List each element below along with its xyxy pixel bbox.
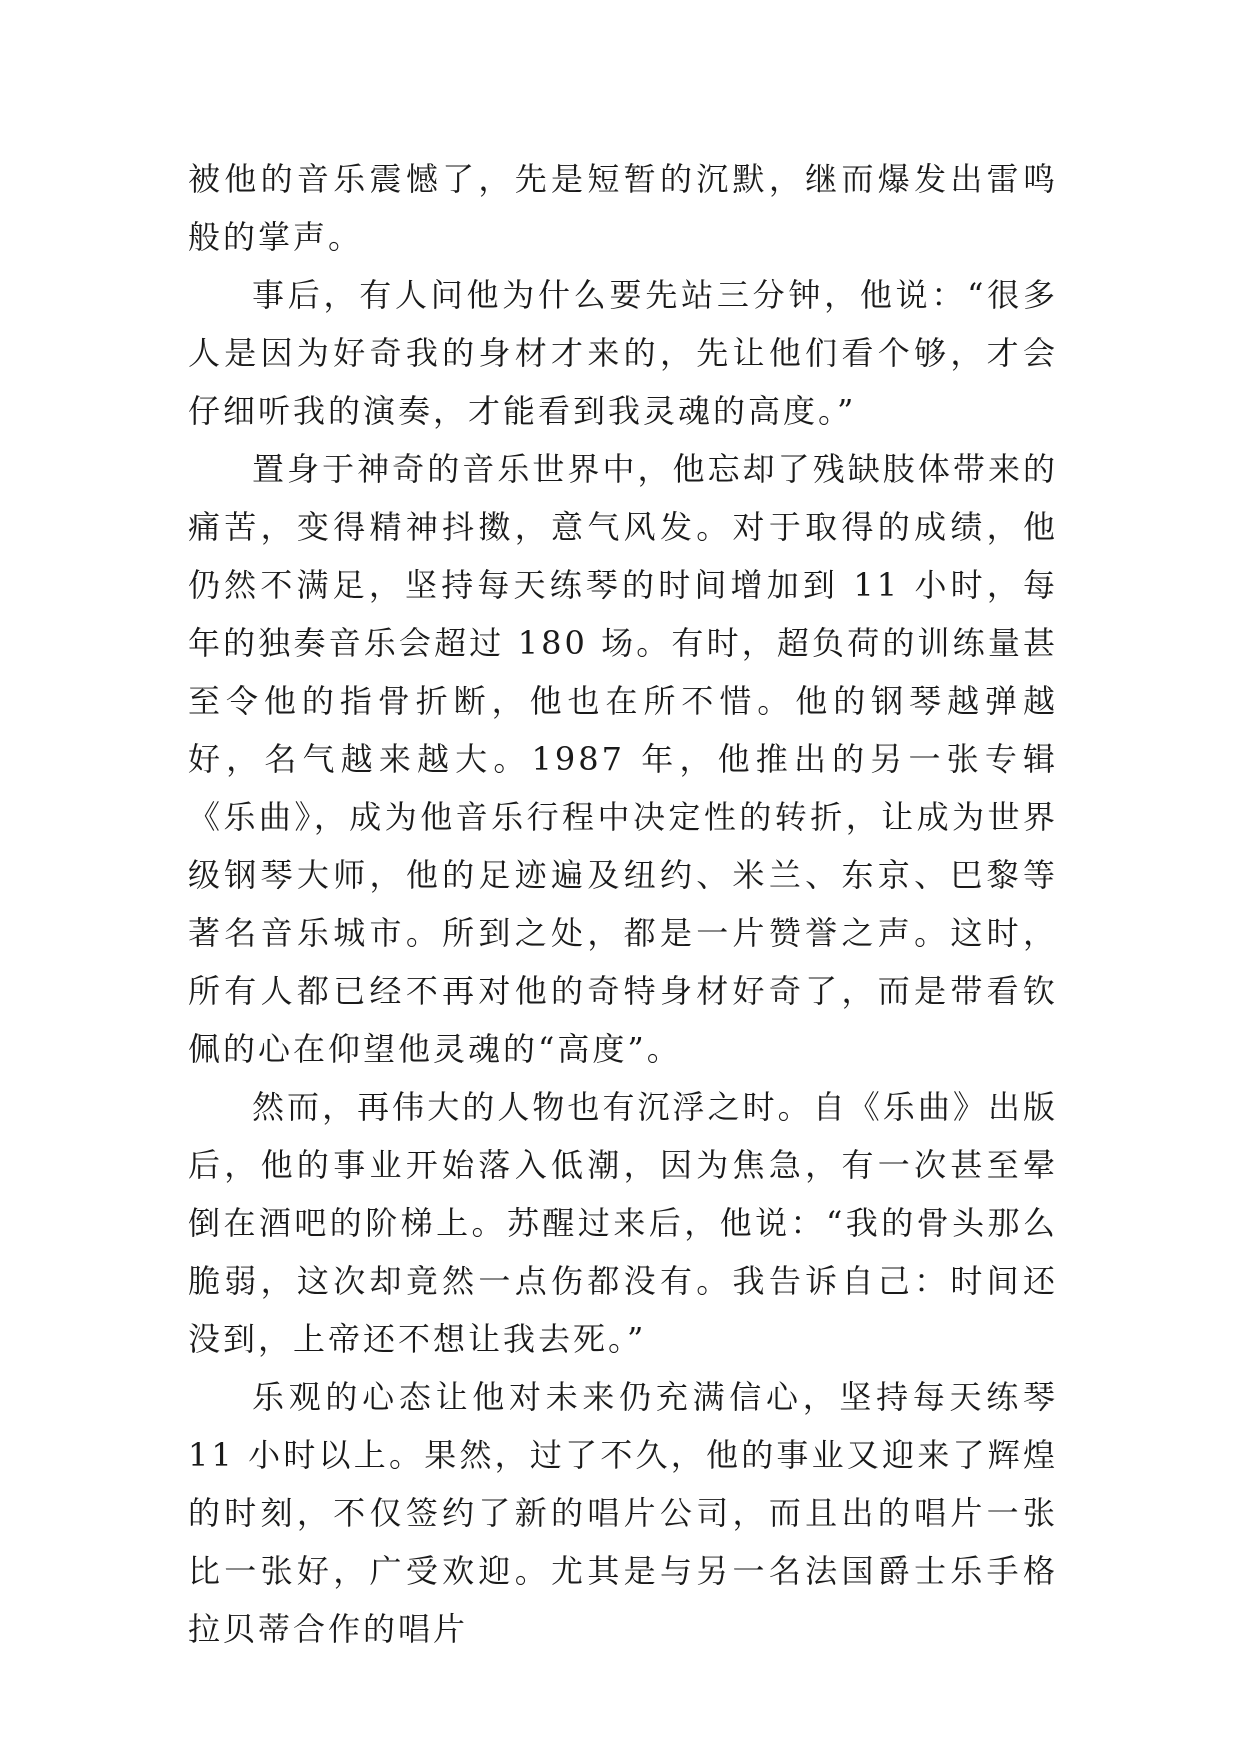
paragraph-afterwards-quote: 事后，有人问他为什么要先站三分钟，他说：“很多人是因为好奇我的身材才来的，先让他们看个够，才会仔细听我的演奏，才能看到我灵魂的高度。” xyxy=(188,276,1058,430)
paragraph-music-career: 置身于神奇的音乐世界中，他忘却了残缺肢体带来的痛苦，变得精神抖擞，意气风发。对于取得的成绩，他仍然不满足，坚持每天练琴的时间增加到 11 小时，每年的独奏音乐会超过 180 场。有时，超负荷的训练量甚至令他的指骨折断，他也在所不惜。他的钢琴越弹越好，名气越来越大。1987 年，他推出的另一张专辑《乐曲》，成为他音乐行程中决定性的转折，让成为世界级钢琴大师，他的足迹遍及纽约、米兰、东京、巴黎等著名音乐城市。所到之处，都是一片赞誉之声。这时，所有人都已经不再对他的奇特身材好奇了，而是带看钦佩的心在仰望他灵魂的“高度”。 xyxy=(188,450,1058,1068)
paragraph-low-period: 然而，再伟大的人物也有沉浮之时。自《乐曲》出版后，他的事业开始落入低潮，因为焦急，有一次甚至晕倒在酒吧的阶梯上。苏醒过来后，他说：“我的骨头那么脆弱，这次却竟然一点伤都没有。我告诉自己：时间还没到，上帝还不想让我去死。” xyxy=(188,1088,1058,1358)
article-body xyxy=(188,150,1058,1658)
paragraph-continuation: 被他的音乐震憾了，先是短暂的沉默，继而爆发出雷鸣般的掌声。 xyxy=(188,160,1058,256)
paragraph-optimism: 乐观的心态让他对未来仍充满信心，坚持每天练琴 11 小时以上。果然，过了不久，他的事业又迎来了辉煌的时刻，不仅签约了新的唱片公司，而且出的唱片一张比一张好，广受欢迎。尤其是与另一名法国爵士乐手格拉贝蒂合作的唱片 xyxy=(188,1378,1058,1648)
